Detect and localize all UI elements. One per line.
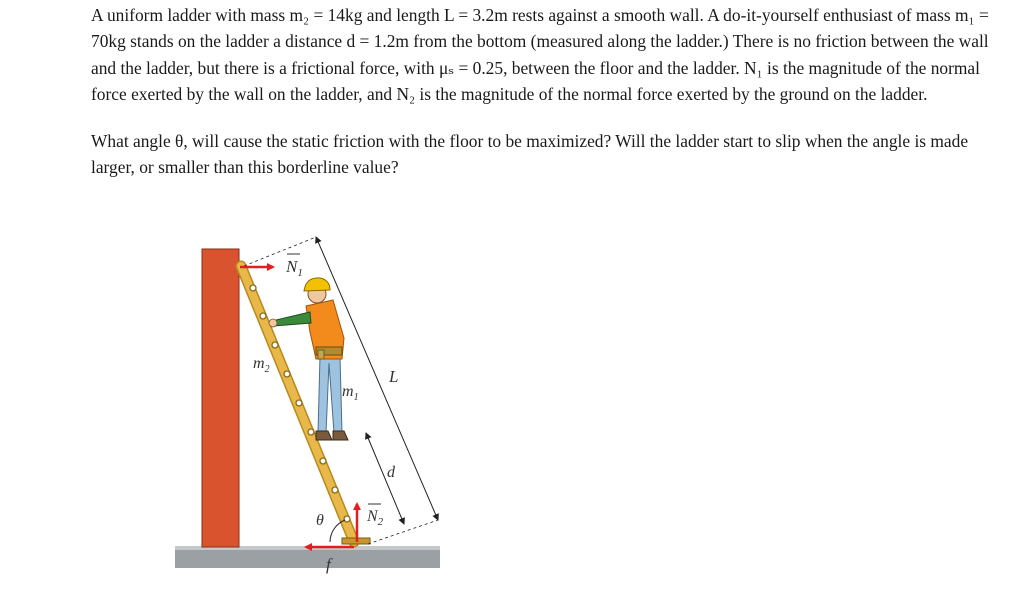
label-m1: $m_1$ — [342, 383, 359, 403]
ladder — [241, 266, 370, 544]
problem-paragraph-question: What angle θ, will cause the static friction with the floor to be maximized? Will the ladder start to slip when the angle is made larger, or smaller than this borderline value? — [91, 130, 969, 178]
ladder-diagram-svg — [170, 228, 460, 578]
problem-statement — [91, 2, 1016, 180]
label-length: L — [389, 367, 399, 386]
label-n1: $N_1$ — [286, 257, 303, 279]
length-extension-top — [244, 237, 316, 266]
label-distance: d — [387, 464, 395, 481]
ladder-diagram — [170, 228, 460, 578]
label-m2: $m_2$ — [253, 355, 270, 375]
problem-paragraph-setup: A uniform ladder with mass m₂ = 14kg and length L = 3.2m rests against a smooth wall. A do-it-yourself enthusiast of mass m₁ = 70kg stands on the ladder a distance d = 1.2m from the bottom (measured along the ladder.) There is no friction between the wall and the ladder, but there is a frictional force, with μₛ = 0.25, between the floor and the ladder. N₁ is the magnitude of the normal force exerted by the wall on the ladder, and N₂ is the magnitude of the normal force exerted by the ground on the ladder. — [91, 5, 989, 105]
label-theta: θ — [316, 512, 324, 529]
label-n2: $N_2$ — [367, 508, 384, 528]
label-friction: f — [326, 555, 331, 574]
wall — [202, 249, 239, 547]
